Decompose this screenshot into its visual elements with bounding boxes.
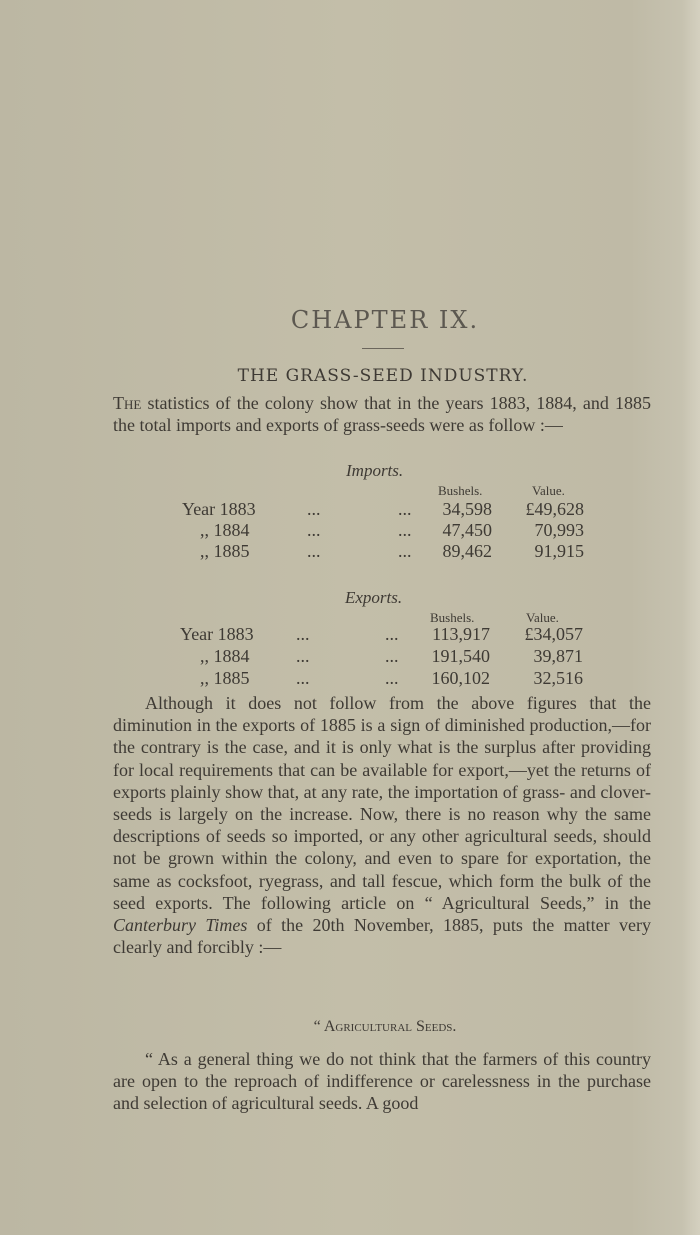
paragraph-text: Although it does not follow from the above figures that the diminution in the exports of 1885 is a sign of diminished production,—for the contrary is the case, and it is only what is the surplus after providing for local requirements that can be available for export,—yet the returns of exports plainly show that, at any rate, the importation of grass- and clover-seeds is largely on the increase. Now, there is no reason why the same descriptions of seeds so imported, or any other agricultural seeds, should not be grown within the colony, and even to spare for exportation, the same as cocksfoot, ryegrass, and tall fescue, which form the bulk of the seed exports. The following article on “ Agricultural Seeds,” in the (113, 693, 651, 913)
imports-col-bushels: Bushels. (438, 483, 483, 498)
row-bushels: 160,102 (431, 668, 490, 688)
chapter-heading: CHAPTER IX. (290, 306, 480, 334)
row-bushels: 191,540 (431, 646, 490, 666)
row-value: £49,628 (525, 499, 584, 519)
row-value: 39,871 (533, 646, 583, 666)
row-dots: ... (398, 520, 412, 540)
row-dots: ... (398, 541, 412, 561)
imports-heading: Imports. (346, 461, 404, 480)
row-label: ,, 1884 (200, 520, 250, 540)
exports-col-value: Value. (526, 610, 559, 625)
row-value: £34,057 (524, 624, 583, 644)
row-label: ,, 1885 (200, 668, 250, 688)
row-dots: ... (385, 646, 399, 666)
row-dots: ... (398, 499, 412, 519)
row-label: ,, 1884 (200, 646, 250, 666)
row-dots: ... (307, 520, 321, 540)
row-label: Year 1883 (180, 624, 254, 644)
row-dots: ... (385, 668, 399, 688)
paragraph-text-end: of the 20th November, 1885, puts the matter very clearly and forcibly :— (113, 915, 651, 958)
newspaper-title: Canterbury Times (113, 915, 248, 936)
intro-lead-word: The (113, 393, 142, 413)
row-dots: ... (296, 624, 310, 644)
row-dots: ... (307, 541, 321, 561)
exports-heading: Exports. (345, 588, 403, 607)
imports-col-value: Value. (532, 483, 565, 498)
row-bushels: 89,462 (442, 541, 492, 561)
row-bushels: 34,598 (442, 499, 492, 519)
row-bushels: 113,917 (432, 624, 490, 644)
row-label: ,, 1885 (200, 541, 250, 561)
row-value: 32,516 (533, 668, 583, 688)
quoted-paragraph: “ As a general thing we do not think that the farmers of this country are open to the reproach of indifference or carelessness in the purchase and selection of agricultural seeds. A good (113, 1049, 651, 1114)
decorative-rule (362, 348, 404, 349)
intro-text: statistics of the colony show that in the years 1883, 1884, and 1885 the total imports and exports of grass-seeds were as follow :— (113, 393, 651, 436)
intro-paragraph (113, 392, 651, 436)
row-dots: ... (296, 646, 310, 666)
section-title: THE GRASS-SEED INDUSTRY. (237, 366, 529, 386)
quoted-subheading: “ Agricultural Seeds. (313, 1018, 457, 1035)
row-dots: ... (296, 668, 310, 688)
row-value: 91,915 (534, 541, 584, 561)
row-bushels: 47,450 (442, 520, 492, 540)
body-paragraph (113, 692, 651, 958)
row-dots: ... (385, 624, 399, 644)
row-dots: ... (307, 499, 321, 519)
row-label: Year 1883 (182, 499, 256, 519)
page-edge (682, 0, 700, 1235)
row-value: 70,993 (534, 520, 584, 540)
exports-col-bushels: Bushels. (430, 610, 475, 625)
